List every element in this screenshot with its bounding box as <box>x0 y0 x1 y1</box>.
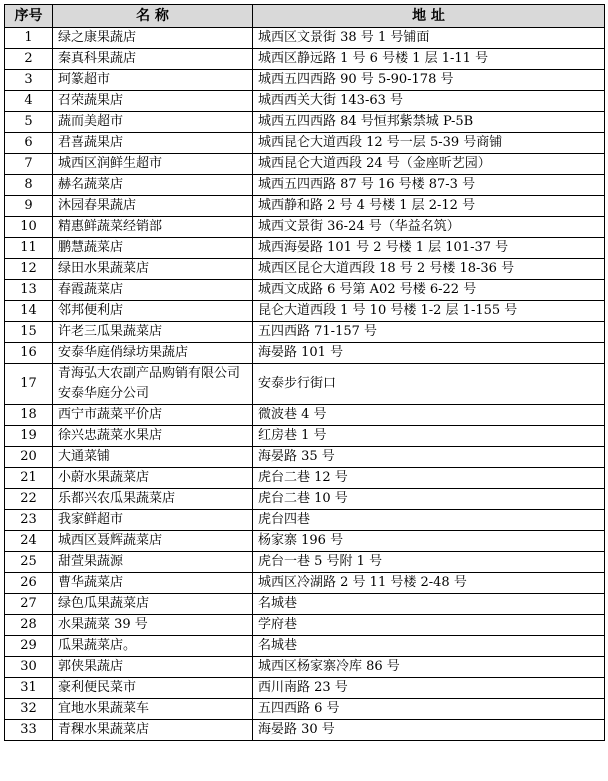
row-number: 28 <box>5 615 53 636</box>
store-address: 杨家寨 196 号 <box>253 531 605 552</box>
row-number: 31 <box>5 678 53 699</box>
table-row <box>5 112 605 133</box>
row-number: 7 <box>5 154 53 175</box>
store-address: 五四西路 6 号 <box>253 699 605 720</box>
store-name: 春霞蔬菜店 <box>53 280 253 301</box>
store-name: 西宁市蔬菜平价店 <box>53 405 253 426</box>
store-address: 城西区昆仑大道西段 18 号 2 号楼 18-36 号 <box>253 259 605 280</box>
table-row <box>5 594 605 615</box>
row-number: 4 <box>5 91 53 112</box>
store-address: 海晏路 35 号 <box>253 447 605 468</box>
store-address: 海晏路 101 号 <box>253 343 605 364</box>
store-name: 绿色瓜果蔬菜店 <box>53 594 253 615</box>
store-name: 宜地水果蔬菜车 <box>53 699 253 720</box>
store-address: 城西昆仑大道西段 24 号（金座昕艺园） <box>253 154 605 175</box>
row-number: 32 <box>5 699 53 720</box>
store-name: 绿之康果蔬店 <box>53 28 253 49</box>
store-address: 城西静和路 2 号 4 号楼 1 层 2-12 号 <box>253 196 605 217</box>
store-name: 瓜果蔬菜店。 <box>53 636 253 657</box>
store-address: 城西区冷湖路 2 号 11 号楼 2-48 号 <box>253 573 605 594</box>
row-number: 21 <box>5 468 53 489</box>
store-address: 城西文成路 6 号第 A02 号楼 6-22 号 <box>253 280 605 301</box>
store-address: 虎台一巷 5 号附 1 号 <box>253 552 605 573</box>
store-address: 城西区静远路 1 号 6 号楼 1 层 1-11 号 <box>253 49 605 70</box>
store-name: 秦真科果蔬店 <box>53 49 253 70</box>
table-row <box>5 510 605 531</box>
table-row <box>5 91 605 112</box>
row-number: 18 <box>5 405 53 426</box>
row-number: 11 <box>5 238 53 259</box>
row-number: 33 <box>5 720 53 741</box>
row-number: 17 <box>5 364 53 405</box>
store-name: 蔬而美超市 <box>53 112 253 133</box>
store-name: 水果蔬菜 39 号 <box>53 615 253 636</box>
store-address: 城西西关大街 143-63 号 <box>253 91 605 112</box>
row-number: 15 <box>5 322 53 343</box>
table-row <box>5 28 605 49</box>
table-row <box>5 280 605 301</box>
store-address: 城西五四西路 84 号恒邦紫禁城 P-5B <box>253 112 605 133</box>
row-number: 29 <box>5 636 53 657</box>
store-name: 城西区聂辉蔬菜店 <box>53 531 253 552</box>
row-number: 23 <box>5 510 53 531</box>
store-address: 五四西路 71-157 号 <box>253 322 605 343</box>
table-row <box>5 259 605 280</box>
table-row <box>5 322 605 343</box>
row-number: 24 <box>5 531 53 552</box>
store-name: 鹏慧蔬菜店 <box>53 238 253 259</box>
store-address: 红房巷 1 号 <box>253 426 605 447</box>
header-row <box>5 5 605 28</box>
store-address: 名城巷 <box>253 594 605 615</box>
row-number: 14 <box>5 301 53 322</box>
table-row <box>5 133 605 154</box>
store-name: 许老三瓜果蔬菜店 <box>53 322 253 343</box>
table-row <box>5 217 605 238</box>
store-address: 城西五四西路 90 号 5-90-178 号 <box>253 70 605 91</box>
store-name: 青稞水果蔬菜店 <box>53 720 253 741</box>
table-row <box>5 657 605 678</box>
row-number: 13 <box>5 280 53 301</box>
store-name: 安泰华庭俏绿坊果蔬店 <box>53 343 253 364</box>
store-address: 微波巷 4 号 <box>253 405 605 426</box>
store-address: 城西五四西路 87 号 16 号楼 87-3 号 <box>253 175 605 196</box>
table-row <box>5 426 605 447</box>
table-row <box>5 49 605 70</box>
row-number: 1 <box>5 28 53 49</box>
table-row <box>5 468 605 489</box>
row-number: 12 <box>5 259 53 280</box>
row-number: 25 <box>5 552 53 573</box>
header-no: 序号 <box>5 5 53 28</box>
store-address: 学府巷 <box>253 615 605 636</box>
store-address: 虎台四巷 <box>253 510 605 531</box>
store-address: 名城巷 <box>253 636 605 657</box>
store-address: 城西区文景街 38 号 1 号铺面 <box>253 28 605 49</box>
row-number: 3 <box>5 70 53 91</box>
row-number: 22 <box>5 489 53 510</box>
table-row <box>5 154 605 175</box>
row-number: 6 <box>5 133 53 154</box>
store-name: 乐都兴农瓜果蔬菜店 <box>53 489 253 510</box>
store-name: 珂篆超市 <box>53 70 253 91</box>
store-name: 沐园春果蔬店 <box>53 196 253 217</box>
table-row <box>5 699 605 720</box>
store-name: 豪利便民菜市 <box>53 678 253 699</box>
store-name: 召荣蔬果店 <box>53 91 253 112</box>
row-number: 19 <box>5 426 53 447</box>
store-address: 城西文景街 36-24 号（华益名筑） <box>253 217 605 238</box>
table-row <box>5 343 605 364</box>
table-row <box>5 196 605 217</box>
store-name: 甜萱果蔬源 <box>53 552 253 573</box>
store-address: 虎台二巷 10 号 <box>253 489 605 510</box>
store-name: 小蔚水果蔬菜店 <box>53 468 253 489</box>
header-address: 地 址 <box>253 5 605 28</box>
store-name: 郭侠果蔬店 <box>53 657 253 678</box>
table-row <box>5 573 605 594</box>
row-number: 5 <box>5 112 53 133</box>
header-name: 名 称 <box>53 5 253 28</box>
store-address: 城西海晏路 101 号 2 号楼 1 层 101-37 号 <box>253 238 605 259</box>
table-row <box>5 552 605 573</box>
row-number: 30 <box>5 657 53 678</box>
store-address: 城西区杨家寨冷库 86 号 <box>253 657 605 678</box>
table-row <box>5 489 605 510</box>
row-number: 10 <box>5 217 53 238</box>
store-name: 徐兴忠蔬菜水果店 <box>53 426 253 447</box>
store-name: 大通菜铺 <box>53 447 253 468</box>
row-number: 2 <box>5 49 53 70</box>
table-row <box>5 615 605 636</box>
store-name: 君喜蔬果店 <box>53 133 253 154</box>
table-row <box>5 531 605 552</box>
table-row <box>5 70 605 91</box>
store-name: 精惠鲜蔬菜经销部 <box>53 217 253 238</box>
table-row <box>5 405 605 426</box>
row-number: 9 <box>5 196 53 217</box>
store-name: 青海弘大农副产品购销有限公司安泰华庭分公司 <box>53 364 253 405</box>
store-address: 城西昆仑大道西段 12 号一层 5-39 号商铺 <box>253 133 605 154</box>
table-row <box>5 447 605 468</box>
table-row <box>5 301 605 322</box>
store-name: 城西区润鲜生超市 <box>53 154 253 175</box>
row-number: 16 <box>5 343 53 364</box>
store-name: 邻邦便利店 <box>53 301 253 322</box>
row-number: 26 <box>5 573 53 594</box>
store-name: 绿田水果蔬菜店 <box>53 259 253 280</box>
row-number: 8 <box>5 175 53 196</box>
store-address: 安泰步行街口 <box>253 364 605 405</box>
store-address: 虎台二巷 12 号 <box>253 468 605 489</box>
store-table <box>4 4 605 741</box>
table-row <box>5 636 605 657</box>
store-name: 我家鲜超市 <box>53 510 253 531</box>
row-number: 20 <box>5 447 53 468</box>
store-name: 赫名蔬菜店 <box>53 175 253 196</box>
table-body <box>5 28 605 741</box>
table-row <box>5 678 605 699</box>
table-row <box>5 720 605 741</box>
row-number: 27 <box>5 594 53 615</box>
table-row <box>5 175 605 196</box>
table-row <box>5 364 605 405</box>
store-address: 海晏路 30 号 <box>253 720 605 741</box>
store-address: 昆仑大道西段 1 号 10 号楼 1-2 层 1-155 号 <box>253 301 605 322</box>
table-row <box>5 238 605 259</box>
store-address: 西川南路 23 号 <box>253 678 605 699</box>
store-name: 曹华蔬菜店 <box>53 573 253 594</box>
